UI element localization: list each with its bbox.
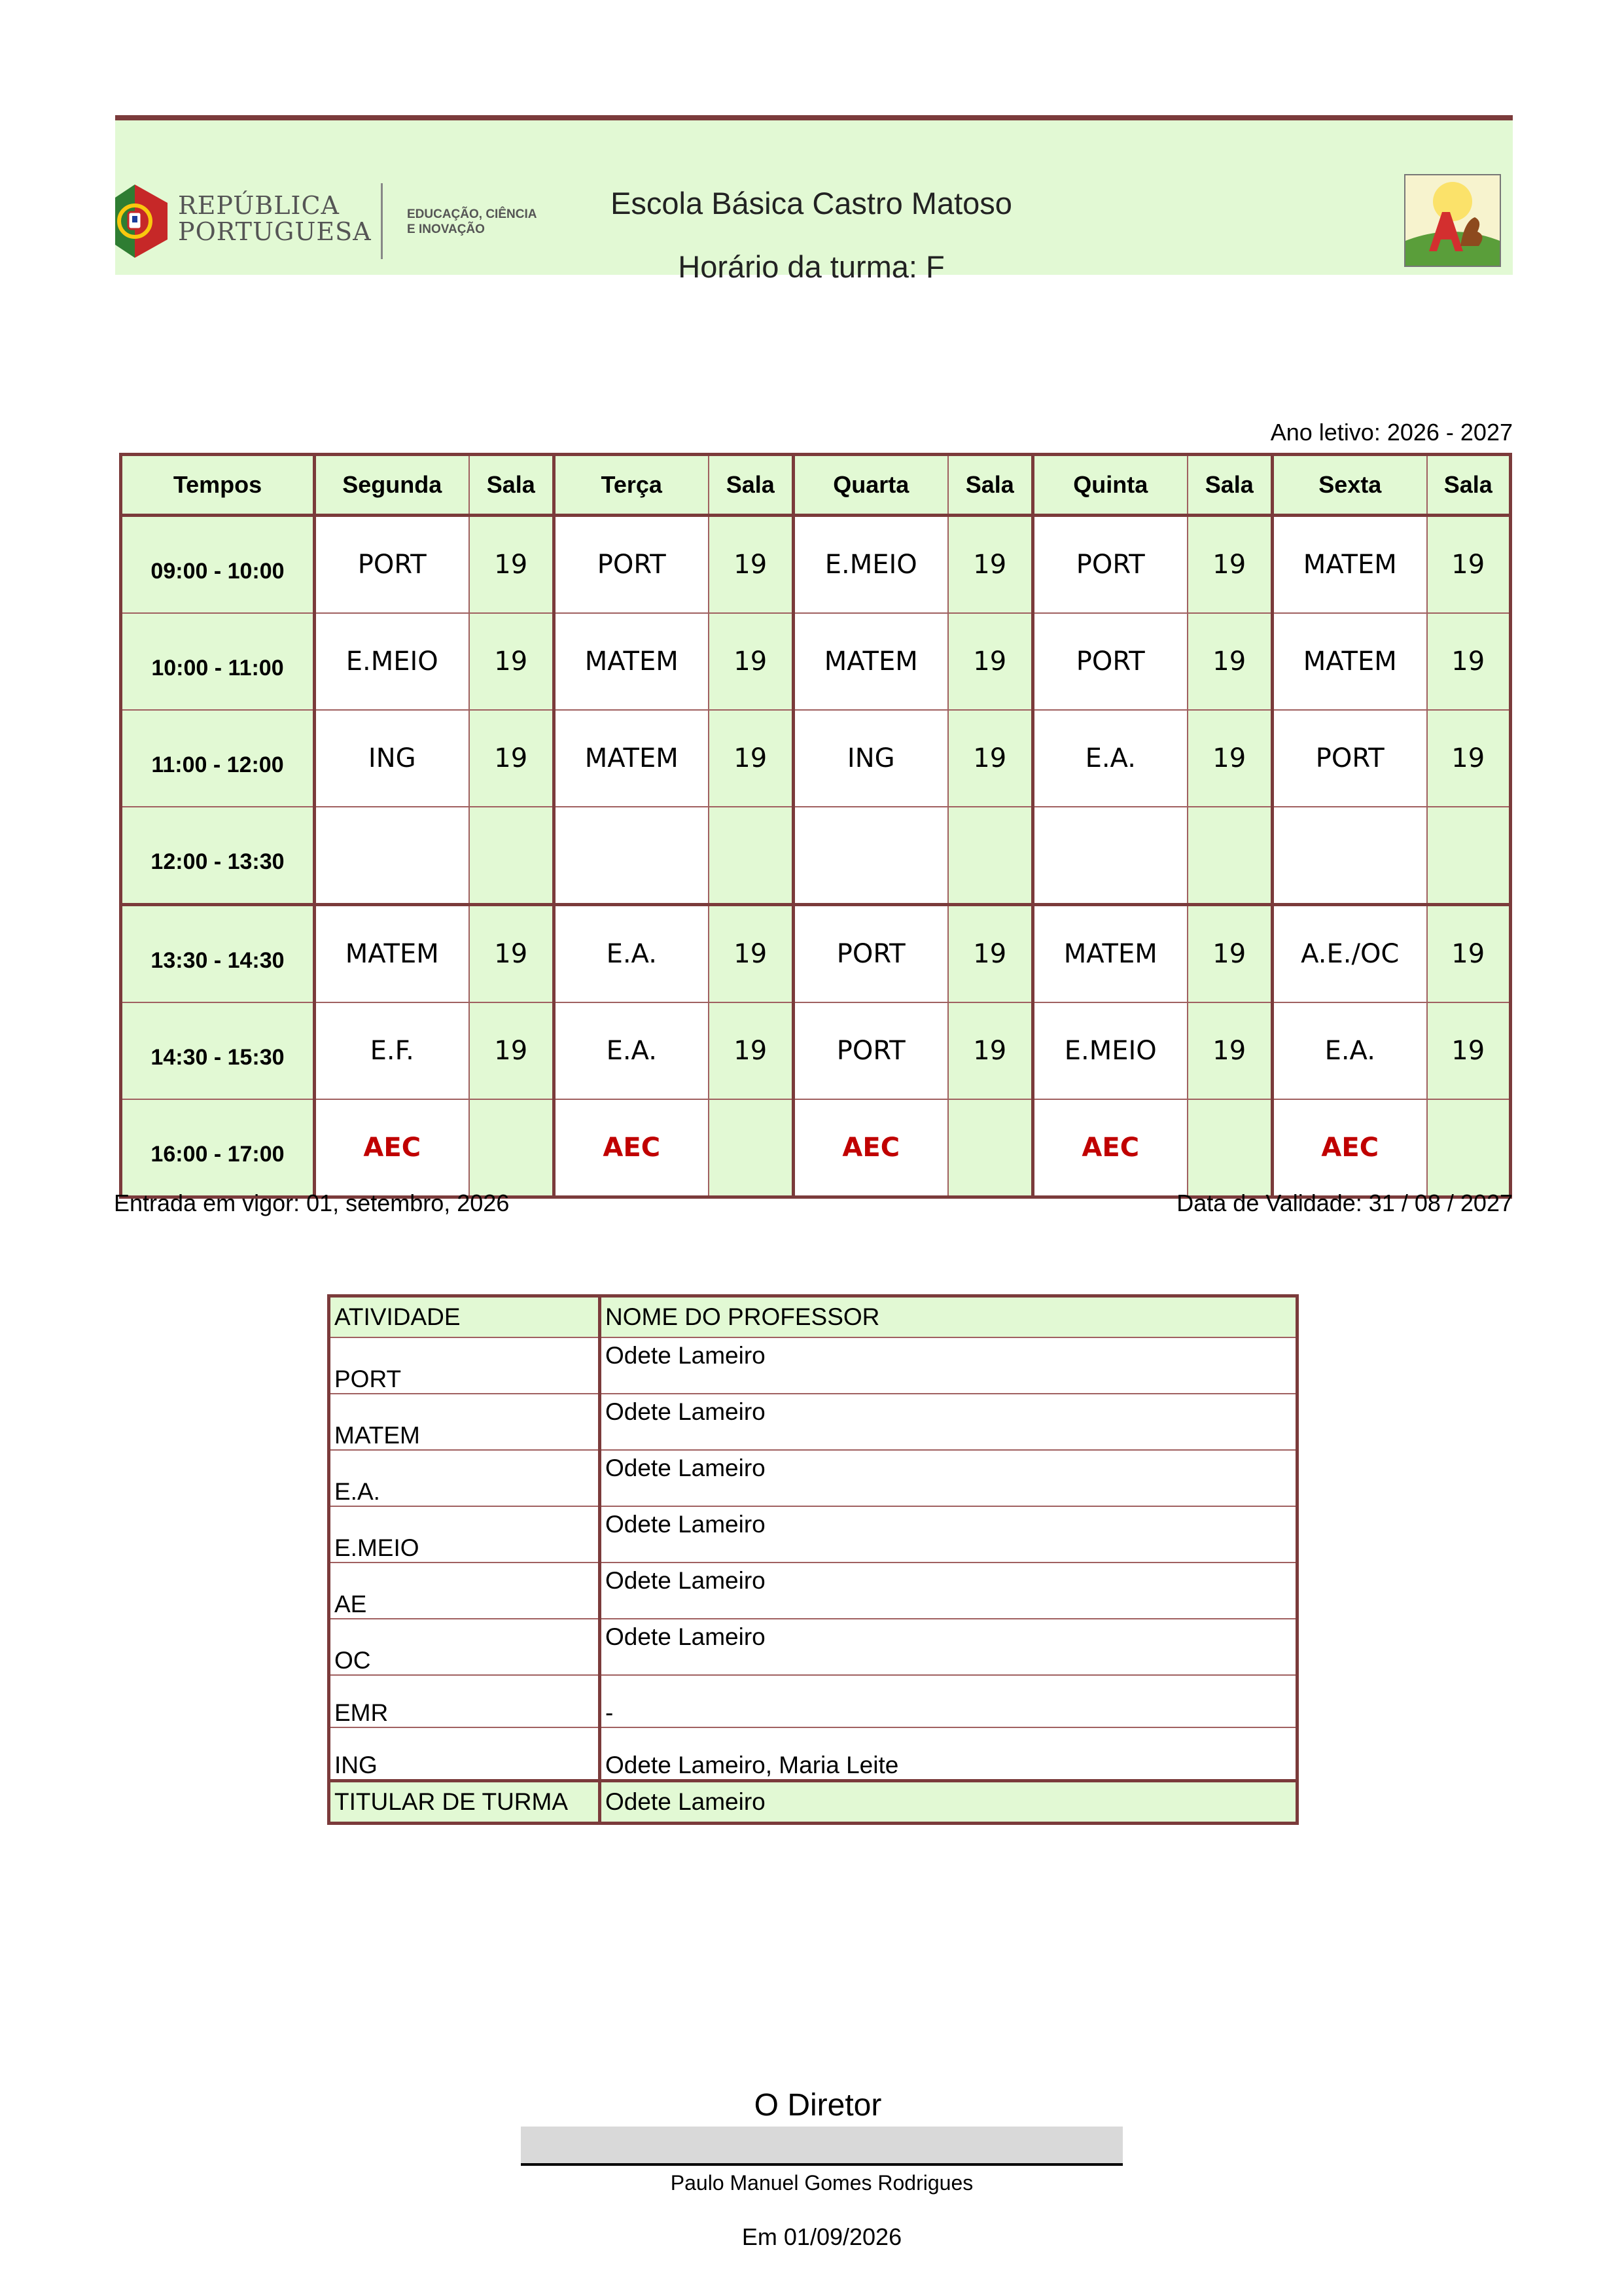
signature-date: Em 01/09/2026: [741, 2223, 902, 2250]
room-cell: 19: [709, 905, 794, 1003]
subject-cell: [794, 807, 948, 905]
subject-cell: E.MEIO: [1033, 1002, 1188, 1099]
government-logo: [115, 181, 540, 266]
teacher-row: [329, 1563, 1297, 1619]
activity-cell: E.MEIO: [329, 1506, 600, 1563]
room-cell: 19: [709, 613, 794, 710]
teacher-cell: Odete Lameiro: [600, 1337, 1297, 1394]
teacher-cell: Odete Lameiro: [600, 1450, 1297, 1506]
subject-cell: ING: [794, 710, 948, 807]
header-sala: Sala: [709, 455, 794, 516]
room-cell: [948, 807, 1033, 905]
activity-cell: MATEM: [329, 1394, 600, 1450]
time-slot: 10:00 - 11:00: [121, 613, 315, 710]
subject-cell: E.A.: [1273, 1002, 1427, 1099]
subject-cell: E.A.: [554, 1002, 709, 1099]
room-cell: 19: [709, 1002, 794, 1099]
director-title: O Diretor: [754, 2088, 882, 2123]
class-teacher-row: [329, 1781, 1297, 1824]
school-name: Escola Básica Castro Matoso: [610, 186, 1012, 221]
gov-logo-line1: REPÚBLICA: [178, 191, 340, 220]
header-top-rule: [115, 115, 1513, 120]
subject-cell: PORT: [794, 905, 948, 1003]
aec-cell: AEC: [1273, 1099, 1427, 1197]
header-sala: Sala: [1188, 455, 1273, 516]
header-activity: ATIVIDADE: [329, 1296, 600, 1338]
teacher-cell: Odete Lameiro: [600, 1619, 1297, 1675]
timetable-row: [121, 710, 1511, 807]
time-slot: 09:00 - 10:00: [121, 516, 315, 614]
teacher-row: [329, 1506, 1297, 1563]
signature-box: [521, 2127, 1123, 2166]
subject-cell: PORT: [794, 1002, 948, 1099]
timetable-row: [121, 613, 1511, 710]
activity-cell: OC: [329, 1619, 600, 1675]
subject-cell: [1273, 807, 1427, 905]
subject-cell: [554, 807, 709, 905]
time-slot: 14:30 - 15:30: [121, 1002, 315, 1099]
header-quinta: Quinta: [1033, 455, 1188, 516]
header-sexta: Sexta: [1273, 455, 1427, 516]
subject-cell: MATEM: [315, 905, 469, 1003]
header-sala: Sala: [1427, 455, 1511, 516]
header-teacher-name: NOME DO PROFESSOR: [600, 1296, 1297, 1338]
subject-cell: E.MEIO: [315, 613, 469, 710]
subject-cell: MATEM: [1273, 613, 1427, 710]
subject-cell: PORT: [315, 516, 469, 614]
timetable-row: [121, 1002, 1511, 1099]
teacher-row: [329, 1727, 1297, 1781]
teachers-header-row: [329, 1296, 1297, 1338]
time-slot: 11:00 - 12:00: [121, 710, 315, 807]
room-cell: 19: [1427, 613, 1511, 710]
room-cell: 19: [948, 905, 1033, 1003]
room-cell: 19: [1188, 516, 1273, 614]
teacher-row: [329, 1619, 1297, 1675]
subject-cell: MATEM: [1273, 516, 1427, 614]
room-cell: 19: [948, 613, 1033, 710]
subject-cell: E.MEIO: [794, 516, 948, 614]
time-slot: 12:00 - 13:30: [121, 807, 315, 905]
subject-cell: MATEM: [794, 613, 948, 710]
teacher-row: [329, 1675, 1297, 1727]
validity-date: Data de Validade: 31 / 08 / 2027: [1176, 1190, 1513, 1216]
timetable-row-aec: [121, 1099, 1511, 1197]
timetable: [119, 453, 1512, 1199]
room-cell: 19: [469, 710, 554, 807]
room-cell: 19: [1427, 1002, 1511, 1099]
school-year: Ano letivo: 2026 - 2027: [1270, 419, 1513, 446]
gov-logo-sub1: EDUCAÇÃO, CIÊNCIA: [407, 207, 537, 221]
gov-logo-sub2: E INOVAÇÃO: [407, 222, 485, 236]
gov-logo-separator: [381, 183, 383, 259]
activity-cell: ING: [329, 1727, 600, 1781]
activity-cell: AE: [329, 1563, 600, 1619]
class-teacher-label: TITULAR DE TURMA: [329, 1781, 600, 1824]
room-cell: 19: [709, 516, 794, 614]
teacher-row: [329, 1450, 1297, 1506]
subject-cell: PORT: [554, 516, 709, 614]
subject-cell: ING: [315, 710, 469, 807]
room-cell: 19: [948, 710, 1033, 807]
teacher-cell: Odete Lameiro, Maria Leite: [600, 1727, 1297, 1781]
activity-cell: EMR: [329, 1675, 600, 1727]
activity-cell: E.A.: [329, 1450, 600, 1506]
room-cell: [948, 1099, 1033, 1197]
subject-cell: PORT: [1033, 613, 1188, 710]
room-cell: [709, 807, 794, 905]
effective-date: Entrada em vigor: 01, setembro, 2026: [114, 1190, 510, 1216]
subject-cell: MATEM: [554, 613, 709, 710]
header-segunda: Segunda: [315, 455, 469, 516]
aec-cell: AEC: [315, 1099, 469, 1197]
room-cell: [1427, 1099, 1511, 1197]
time-slot: 13:30 - 14:30: [121, 905, 315, 1003]
room-cell: 19: [1427, 905, 1511, 1003]
subject-cell: [1033, 807, 1188, 905]
gov-logo-text: [178, 192, 372, 245]
gov-logo-subtitle: [407, 207, 537, 237]
subject-cell: PORT: [1273, 710, 1427, 807]
timetable-row: [121, 516, 1511, 614]
subject-cell: E.A.: [1033, 710, 1188, 807]
room-cell: 19: [1427, 710, 1511, 807]
teacher-cell: Odete Lameiro: [600, 1563, 1297, 1619]
header-quarta: Quarta: [794, 455, 948, 516]
schedule-title: Horário da turma: F: [678, 249, 945, 284]
room-cell: 19: [709, 710, 794, 807]
portugal-emblem-icon: [115, 185, 168, 258]
room-cell: [1188, 807, 1273, 905]
teacher-cell: -: [600, 1675, 1297, 1727]
school-logo-drawing: [1405, 175, 1500, 266]
teacher-row: [329, 1337, 1297, 1394]
subject-cell: MATEM: [554, 710, 709, 807]
room-cell: 19: [1188, 710, 1273, 807]
aec-cell: AEC: [794, 1099, 948, 1197]
gov-logo-line2: PORTUGUESA: [178, 217, 372, 246]
header-sala: Sala: [469, 455, 554, 516]
aec-cell: AEC: [554, 1099, 709, 1197]
teacher-row: [329, 1394, 1297, 1450]
room-cell: 19: [1427, 516, 1511, 614]
class-teacher-name: Odete Lameiro: [600, 1781, 1297, 1824]
header-sala: Sala: [948, 455, 1033, 516]
room-cell: [1188, 1099, 1273, 1197]
subject-cell: PORT: [1033, 516, 1188, 614]
room-cell: 19: [1188, 905, 1273, 1003]
time-slot: 16:00 - 17:00: [121, 1099, 315, 1197]
room-cell: [469, 1099, 554, 1197]
room-cell: 19: [1188, 1002, 1273, 1099]
room-cell: 19: [469, 613, 554, 710]
subject-cell: A.E./OC: [1273, 905, 1427, 1003]
subject-cell: E.A.: [554, 905, 709, 1003]
school-logo-icon: [1404, 174, 1501, 267]
teacher-cell: Odete Lameiro: [600, 1394, 1297, 1450]
teachers-table: [327, 1294, 1299, 1825]
header-tempos: Tempos: [121, 455, 315, 516]
header-terca: Terça: [554, 455, 709, 516]
room-cell: 19: [948, 1002, 1033, 1099]
room-cell: [1427, 807, 1511, 905]
subject-cell: [315, 807, 469, 905]
activity-cell: PORT: [329, 1337, 600, 1394]
room-cell: 19: [1188, 613, 1273, 710]
teacher-cell: Odete Lameiro: [600, 1506, 1297, 1563]
subject-cell: MATEM: [1033, 905, 1188, 1003]
room-cell: 19: [469, 1002, 554, 1099]
timetable-header-row: [121, 455, 1511, 516]
room-cell: [469, 807, 554, 905]
room-cell: 19: [948, 516, 1033, 614]
subject-cell: E.F.: [315, 1002, 469, 1099]
timetable-row-lunch: [121, 807, 1511, 905]
aec-cell: AEC: [1033, 1099, 1188, 1197]
director-name: Paulo Manuel Gomes Rodrigues: [670, 2171, 974, 2195]
room-cell: 19: [469, 905, 554, 1003]
room-cell: [709, 1099, 794, 1197]
room-cell: 19: [469, 516, 554, 614]
timetable-row: [121, 905, 1511, 1003]
